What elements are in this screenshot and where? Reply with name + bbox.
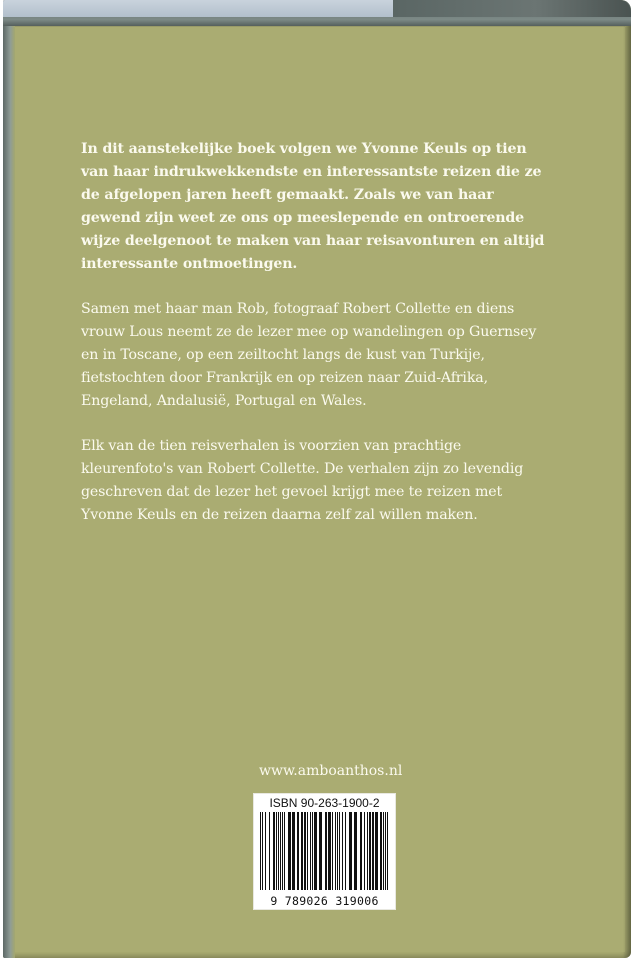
barcode-bar	[385, 812, 386, 890]
barcode-bar	[301, 812, 303, 890]
barcode-bar	[360, 812, 362, 890]
blurb-lead-paragraph: In dit aanstekelijke boek volgen we Yvonne Keuls op tien van haar indrukwekkendste en interessantste reizen die ze de afgelopen jaren heeft gemaakt. Zoals we van haar gewend zijn weet ze ons op meeslepende en ontroerende wijze deelgenoot te maken van haar reisavonturen en altijd interessante ontmoetingen.	[81, 141, 545, 272]
barcode-bar	[292, 812, 295, 890]
barcode-bar	[369, 812, 371, 890]
barcode-bar	[307, 812, 308, 890]
barcode-bar	[325, 812, 327, 890]
book-top-edge	[3, 0, 631, 26]
top-edge-shade	[393, 0, 631, 17]
barcode-bar	[265, 812, 266, 890]
barcode-bar	[278, 812, 279, 890]
barcode-bar	[276, 812, 277, 890]
blurb-paragraph-2: Samen met haar man Rob, fotograaf Robert Collette en diens vrouw Lous neemt ze de lezer mee op wandelingen op Guernsey en in Toscane, op een zeiltocht langs de kust van Turkije, fietstochten door Frankrijk en op reizen naar Zuid-Afrika, Engeland, Andalusië, Portugal en Wales.	[81, 301, 537, 409]
barcode-bar	[280, 812, 281, 890]
barcode-bar	[375, 812, 378, 890]
book-back-cover	[3, 0, 631, 958]
blurb-text	[81, 138, 551, 549]
barcode-bar	[284, 812, 285, 890]
barcode-bar	[312, 812, 313, 890]
barcode-bar	[337, 812, 338, 890]
barcode-bar	[288, 812, 291, 890]
barcode-bar	[297, 812, 299, 890]
barcode-bar	[269, 812, 270, 890]
barcode-bar	[387, 812, 388, 890]
barcode-bar	[260, 812, 261, 890]
barcode-bar	[339, 812, 340, 890]
barcode-bar	[354, 812, 357, 890]
barcode-bar	[335, 812, 336, 890]
blurb-paragraph-3: Elk van de tien reisverhalen is voorzien van prachtige kleurenfoto's van Robert Collette. De verhalen zijn zo levendig geschreven dat de lezer het gevoel krijgt mee te reizen met Yvonne Keuls en de reizen daarna zelf zal willen maken.	[81, 438, 524, 523]
publisher-url: www.amboanthos.nl	[259, 763, 403, 779]
book-spine-edge	[3, 26, 15, 958]
barcode-bar	[282, 812, 283, 890]
barcode-bar	[367, 812, 368, 890]
barcode-bar	[328, 812, 331, 890]
barcode-bar	[372, 812, 374, 890]
barcode-bar	[383, 812, 384, 890]
barcode-bar	[310, 812, 311, 890]
isbn-number: ISBN 90-263-1900-2	[269, 796, 380, 810]
barcode-bar	[342, 812, 343, 890]
barcode-bar	[273, 812, 275, 890]
barcode-bar	[380, 812, 382, 890]
barcode-bar	[349, 812, 352, 890]
barcode-bar	[345, 812, 346, 890]
barcode-bar	[314, 812, 317, 890]
barcode-bar	[332, 812, 333, 890]
barcode-label	[253, 793, 396, 910]
barcode-bar	[364, 812, 365, 890]
barcode-bar	[319, 812, 322, 890]
ean-digits: 9 789026 319006	[270, 894, 379, 908]
barcode-bar	[262, 812, 263, 890]
right-edge-shadow	[623, 26, 631, 958]
top-edge-highlight	[3, 0, 393, 17]
barcode-bars	[258, 812, 391, 890]
barcode-bar	[304, 812, 306, 890]
